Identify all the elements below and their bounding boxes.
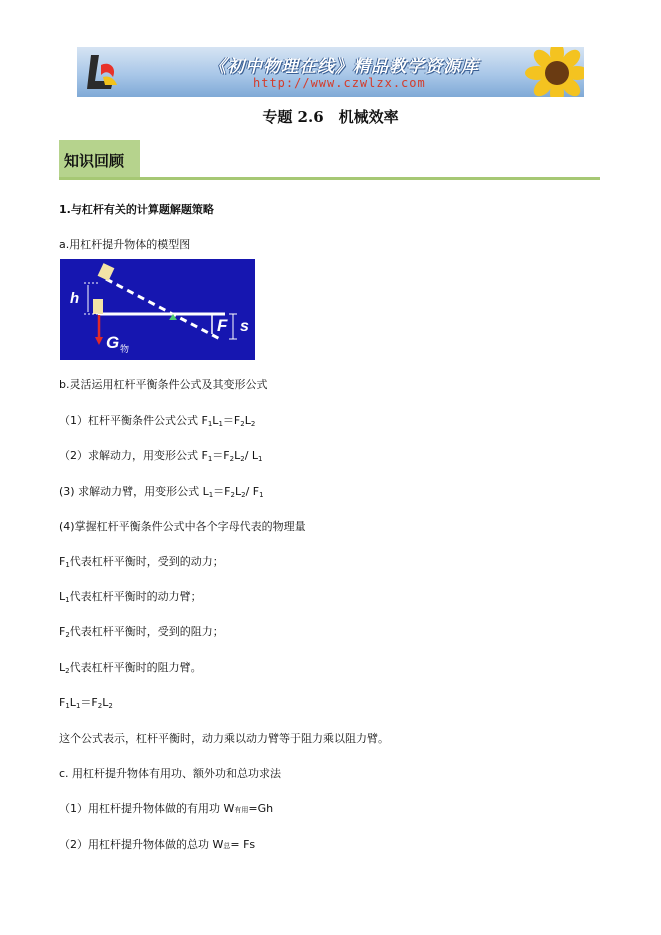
- heading-lever-strategy: 1.与杠杆有关的计算题解题策略: [59, 203, 214, 216]
- lever-diagram: [60, 259, 255, 360]
- item-b: b.灵活运用杠杆平衡条件公式及其变形公式: [59, 378, 268, 391]
- formula-explanation: 这个公式表示，杠杆平衡时，动力乘以动力臂等于阻力乘以阻力臂。: [59, 732, 389, 745]
- formula-line-3: (3) 求解动力臂，用变形公式 $L_1=F_2L_2/$ $F_1$: [59, 485, 264, 499]
- useful-work-line: （1）用杠杆提升物体做的有用功 W有用=Gh: [59, 802, 274, 815]
- object-block: [93, 299, 103, 314]
- def-f1: $F_1$代表杠杆平衡时，受到的动力；: [59, 555, 224, 569]
- section-divider: [59, 177, 600, 180]
- header-banner: [77, 47, 584, 97]
- item-a: a.用杠杆提升物体的模型图: [59, 238, 191, 251]
- def-l1: $L_1$代表杠杆平衡时的动力臂；: [59, 590, 202, 604]
- formula-line-1: （1）杠杆平衡条件公式公式 $F_1L_1=F_2L_2$: [59, 414, 256, 428]
- page-title: 专题 2.6 机械效率: [262, 108, 399, 126]
- def-l2: $L_2$代表杠杆平衡时的阻力臂。: [59, 661, 202, 675]
- item-c: c. 用杠杆提升物体有用功、额外功和总功求法: [59, 767, 282, 780]
- total-work-line: （2）用杠杆提升物体做的总功 W总= Fs: [59, 838, 256, 851]
- sunflower-icon: [524, 47, 584, 97]
- section-header: [59, 140, 140, 177]
- section-label: 知识回顾: [64, 152, 125, 170]
- label-G-sub: 物: [120, 345, 130, 355]
- formula-balance: $F_1L_1=F_2L_2$: [59, 696, 113, 710]
- label-F: F: [217, 316, 228, 335]
- label-s: s: [240, 318, 249, 335]
- formula-line-2: （2）求解动力，用变形公式 $F_1=F_2L_2/$ $L_1$: [59, 449, 263, 463]
- item-b4: (4)掌握杠杆平衡条件公式中各个字母代表的物理量: [59, 520, 306, 533]
- label-G: G: [106, 333, 120, 352]
- diagram-background: [60, 259, 255, 360]
- def-f2: $F_2$代表杠杆平衡时，受到的阻力；: [59, 625, 224, 639]
- banner-title: 《初中物理在线》精品教学资源库: [209, 57, 479, 77]
- banner-url: http://www.czwlzx.com: [253, 76, 426, 90]
- site-logo-icon: [83, 51, 123, 93]
- label-h: h: [70, 290, 80, 307]
